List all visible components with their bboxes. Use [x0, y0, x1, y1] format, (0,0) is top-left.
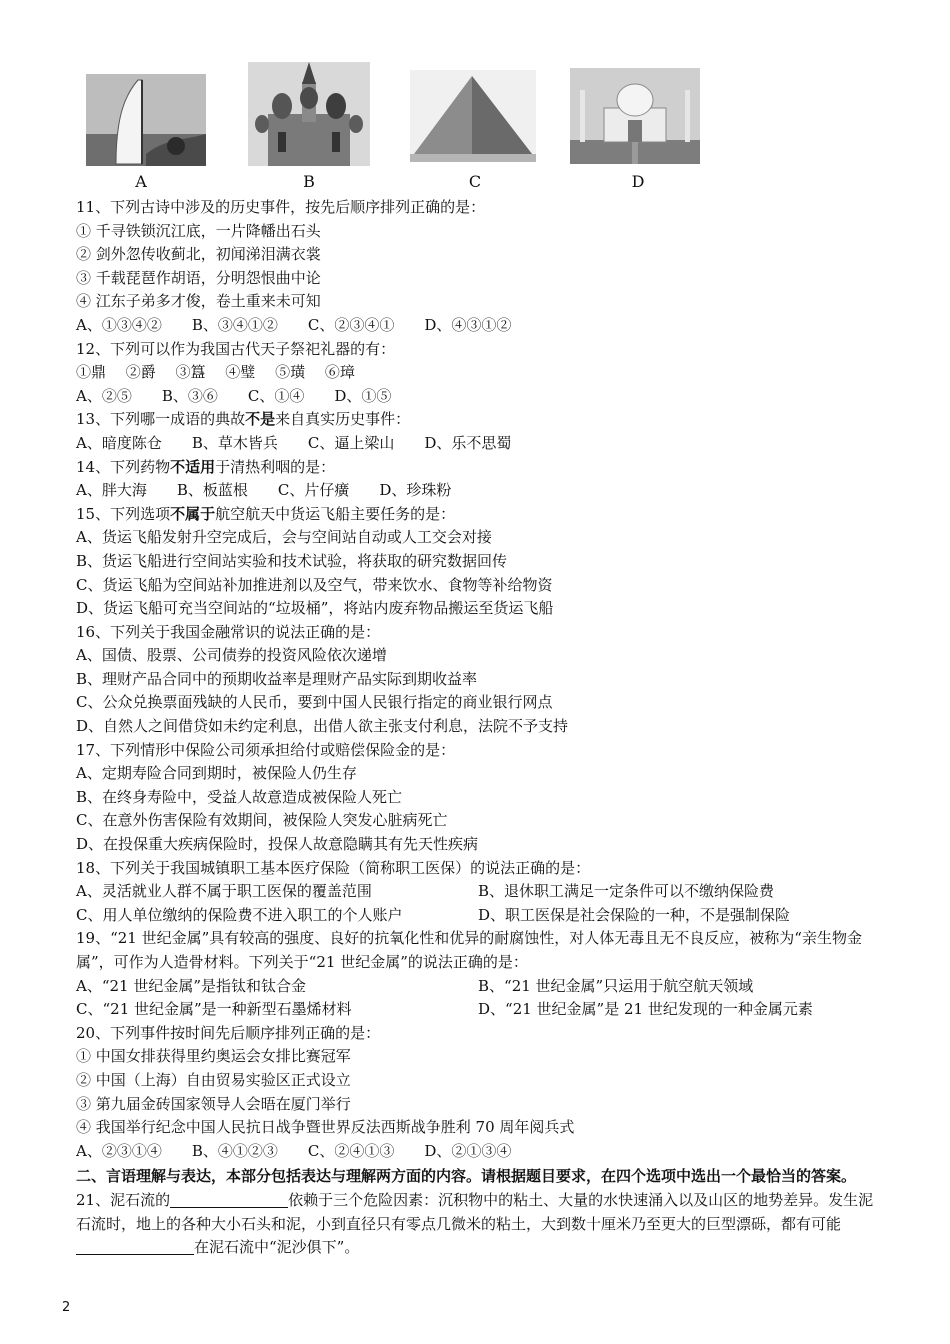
q11-item-2: ② 剑外忽传收蓟北，初闻涕泪满衣裳 — [76, 245, 321, 264]
photo-a — [86, 74, 206, 166]
q18-option-a: A、灵活就业人群不属于职工医保的覆盖范围 — [76, 882, 372, 901]
q12-items: ①鼎 ②爵 ③簋 ④璧 ⑤璜 ⑥璋 — [76, 363, 355, 382]
q11-item-1: ① 千寻铁锁沉江底，一片降幡出石头 — [76, 221, 321, 240]
q16-stem: 16、下列关于我国金融常识的说法正确的是： — [76, 622, 381, 641]
q19-option-d: D、“21 世纪金属”是 21 世纪发现的一种金属元素 — [478, 1000, 813, 1019]
q19-option-a: A、“21 世纪金属”是指钛和钛合金 — [76, 976, 307, 995]
q14-options: A、胖大海 B、板蓝根 C、片仔癀 D、珍珠粉 — [76, 481, 452, 500]
q13-stem-a: 13、下列哪一成语的典故 — [76, 410, 246, 429]
q21-blank-2 — [76, 1238, 194, 1255]
q18-option-c: C、用人单位缴纳的保险费不进入职工的个人账户 — [76, 905, 403, 924]
section-2-heading: 二、言语理解与表达，本部分包括表达与理解两方面的内容。请根据题目要求，在四个选项中选出一个最恰当的答案。 — [76, 1167, 857, 1186]
q14-stem-c: 于清热利咽的是： — [215, 457, 336, 476]
q15-stem-c: 航空航天中货运飞船主要任务的是： — [215, 504, 456, 523]
q15-option-b: B、货运飞船进行空间站实验和技术试验，将获取的研究数据回传 — [76, 551, 508, 570]
q21-part-1: 21、泥石流的 — [76, 1190, 171, 1209]
q16-option-d: D、自然人之间借贷如未约定利息，出借人欲主张支付利息，法院不予支持 — [76, 717, 569, 736]
photo-label-a: A — [135, 172, 147, 191]
q20-stem: 20、下列事件按时间先后顺序排列正确的是： — [76, 1023, 381, 1042]
q13-options: A、暗度陈仓 B、草木皆兵 C、逼上梁山 D、乐不思蜀 — [76, 433, 512, 452]
page-number: 2 — [62, 1300, 71, 1315]
q17-stem: 17、下列情形中保险公司须承担给付或赔偿保险金的是： — [76, 740, 456, 759]
q18-options-row-1 — [76, 880, 876, 904]
q13-stem — [76, 408, 876, 432]
question-content — [76, 196, 876, 1260]
photo-d — [570, 68, 700, 164]
photo-label-b: B — [303, 172, 315, 191]
q20-item-3: ③ 第九届金砖国家领导人会晤在厦门举行 — [76, 1094, 351, 1113]
q18-option-d: D、职工医保是社会保险的一种，不是强制保险 — [478, 905, 791, 924]
photo-b — [248, 62, 370, 166]
q15-option-d: D、货运飞船可充当空间站的“垃圾桶”，将站内废弃物品搬运至货运飞船 — [76, 599, 554, 618]
q11-stem: 11、下列古诗中涉及的历史事件，按先后顺序排列正确的是： — [76, 198, 486, 216]
q12-options: A、②⑤ B、③⑥ C、①④ D、①⑤ — [76, 386, 392, 405]
photo-label-d: D — [631, 172, 645, 191]
q19-options-row-2 — [76, 998, 876, 1022]
q16-option-a: A、国债、股票、公司债券的投资风险依次递增 — [76, 646, 387, 665]
q12-stem: 12、下列可以作为我国古代天子祭祀礼器的有： — [76, 339, 396, 358]
q21-part-3: 在泥石流中“泥沙俱下”。 — [194, 1238, 360, 1257]
q15-stem-a: 15、下列选项 — [76, 504, 171, 523]
q18-option-b: B、退休职工满足一定条件可以不缴纳保险费 — [478, 882, 775, 901]
q17-option-d: D、在投保重大疾病保险时，投保人故意隐瞒其有先天性疾病 — [76, 835, 479, 854]
q17-option-c: C、在意外伤害保险有效期间，被保险人突发心脏病死亡 — [76, 811, 448, 830]
taj-mahal-image — [570, 68, 700, 164]
photo-label-c: C — [468, 172, 482, 191]
q16-option-c: C、公众兑换票面残缺的人民币，要到中国人民银行指定的商业银行网点 — [76, 693, 553, 712]
q20-options: A、②③①④ B、④①②③ C、②④①③ D、②①③④ — [76, 1141, 512, 1160]
q18-options-row-2 — [76, 904, 876, 928]
q21-stem — [76, 1189, 876, 1260]
q20-item-2: ② 中国（上海）自由贸易实验区正式设立 — [76, 1070, 351, 1089]
q11-options: A、①③④② B、③④①② C、②③④① D、④③①② — [76, 315, 512, 334]
q17-option-b: B、在终身寿险中，受益人故意造成被保险人死亡 — [76, 787, 403, 806]
q15-stem-emphasis: 不属于 — [170, 504, 216, 523]
photo-strip — [70, 62, 720, 192]
q14-stem — [76, 456, 876, 480]
q15-option-a: A、货运飞船发射升空完成后，会与空间站自动或人工交会对接 — [76, 528, 492, 547]
burj-al-arab-image — [86, 74, 206, 166]
photo-c — [410, 70, 536, 162]
pyramid-image — [410, 70, 536, 162]
q21-blank-1 — [170, 1191, 288, 1208]
q19-stem: 19、“21 世纪金属”具有较高的强度、良好的抗氧化性和优异的耐腐蚀性，对人体无毒且无不良反应，被称为“亲生物金属”，可作为人造骨材料。下列关于“21 世纪金属”的说法正确的是： — [76, 929, 862, 971]
q13-stem-c: 来自真实历史事件： — [275, 410, 411, 429]
q17-option-a: A、定期寿险合同到期时，被保险人仍生存 — [76, 764, 357, 783]
q16-option-b: B、理财产品合同中的预期收益率是理财产品实际到期收益率 — [76, 669, 478, 688]
q20-item-1: ① 中国女排获得里约奥运会女排比赛冠军 — [76, 1047, 351, 1066]
q21-part-2: 依赖于三个危险因素：沉积物中的粘土、大量的水快速涌入以及山区的地势差异。发生泥石流时，地上的各种大小石头和泥，小到直径只有零点几微米的粘土，大到数十厘米乃至更大的巨型漂砾，都有可能 — [76, 1190, 874, 1233]
q14-stem-a: 14、下列药物 — [76, 457, 171, 476]
q19-options-row-1 — [76, 975, 876, 999]
q14-stem-emphasis: 不适用 — [170, 457, 216, 476]
st-basils-cathedral-image — [248, 62, 370, 166]
q18-stem: 18、下列关于我国城镇职工基本医疗保险（简称职工医保）的说法正确的是： — [76, 858, 591, 877]
q19-option-c: C、“21 世纪金属”是一种新型石墨烯材料 — [76, 1000, 352, 1019]
q11-item-3: ③ 千载琵琶作胡语，分明怨恨曲中论 — [76, 268, 321, 287]
q15-option-c: C、货运飞船为空间站补加推进剂以及空气，带来饮水、食物等补给物资 — [76, 575, 553, 594]
q15-stem — [76, 503, 876, 527]
q20-item-4: ④ 我国举行纪念中国人民抗日战争暨世界反法西斯战争胜利 70 周年阅兵式 — [76, 1118, 575, 1137]
q13-stem-emphasis: 不是 — [245, 410, 276, 429]
q11-item-4: ④ 江东子弟多才俊，卷土重来未可知 — [76, 292, 321, 311]
q19-option-b: B、“21 世纪金属”只运用于航空航天领域 — [478, 976, 754, 995]
